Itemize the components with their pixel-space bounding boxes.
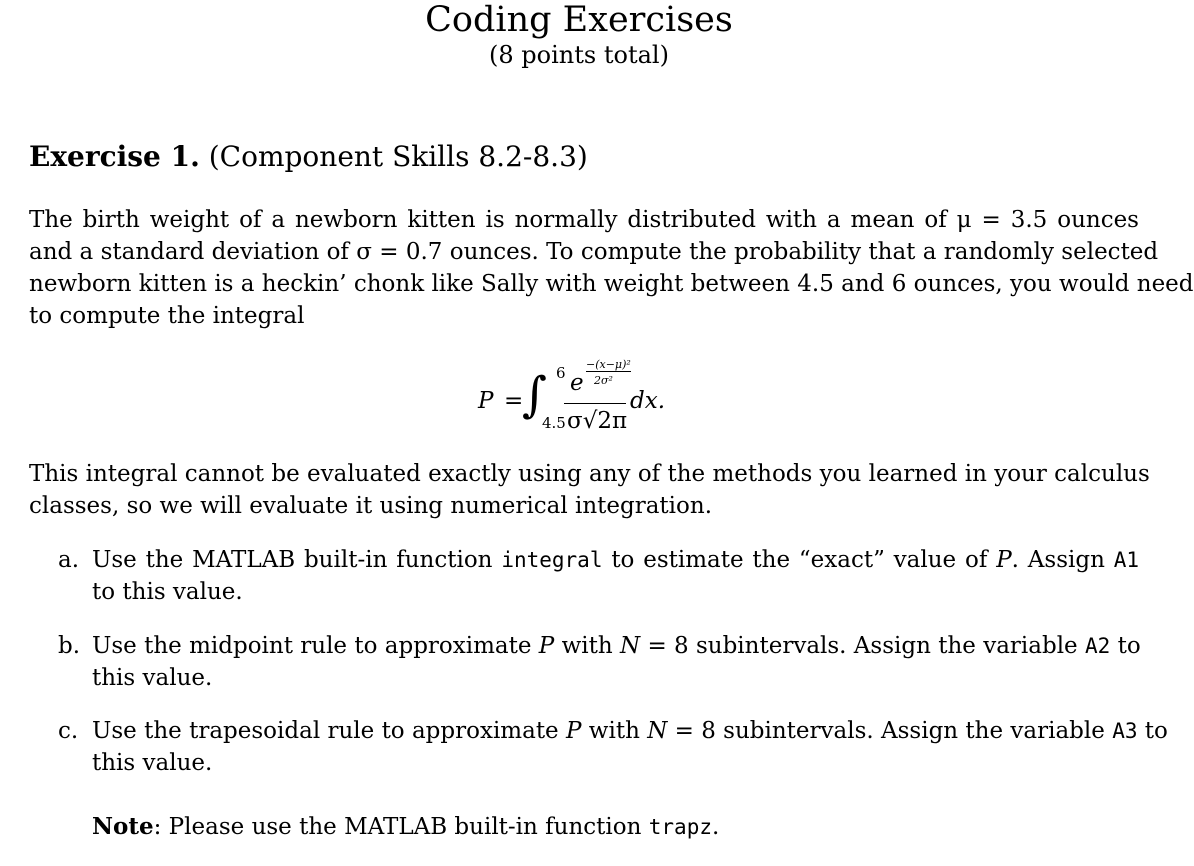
page-title: Coding Exercises — [425, 0, 733, 40]
formula-denominator: σ√2π — [567, 408, 628, 434]
note — [92, 811, 719, 843]
outro-line: This integral cannot be evaluated exactly using any of the methods you learned in your calculus — [29, 461, 1150, 487]
integral-formula — [476, 358, 716, 438]
note-label: Note — [92, 813, 154, 840]
item-text-part: to — [1144, 718, 1168, 744]
item-text-part: Use the MATLAB built-in function — [92, 547, 493, 573]
item-text-part: to — [1117, 633, 1141, 659]
intro-line: newborn kitten is a heckin’ chonk like Sally with weight between 4.5 and 6 ounces, you would need — [29, 271, 1194, 297]
item-marker: b. — [58, 633, 81, 659]
code-integral: integral — [501, 548, 603, 572]
item-text-part: Use the midpoint rule to approximate — [92, 633, 532, 659]
integral-sign: ∫ — [522, 367, 548, 423]
item-text-part: . Assign — [1011, 547, 1105, 573]
item-text-part: to estimate the “exact” value of — [611, 547, 988, 573]
intro-line: to compute the integral — [29, 303, 305, 329]
item-line: this value. — [92, 750, 213, 776]
note-text: : Please use the MATLAB built-in function — [153, 814, 642, 840]
formula-differential: dx. — [630, 388, 666, 414]
fraction-bar — [564, 403, 626, 404]
variable-p: P — [565, 718, 582, 744]
exponent-numerator: −(x−μ)² — [586, 358, 631, 371]
item-text-part: with — [561, 633, 613, 659]
code-a2: A2 — [1084, 634, 1111, 658]
item-marker: c. — [58, 718, 79, 744]
item-marker: a. — [58, 547, 80, 573]
lower-limit: 4.5 — [542, 414, 566, 432]
item-text-part: = 8 subintervals. Assign the variable — [674, 718, 1105, 744]
code-trapz: trapz — [648, 815, 712, 839]
note-end: . — [711, 814, 720, 840]
item-line: to this value. — [92, 579, 243, 605]
intro-line: and a standard deviation of σ = 0.7 ounces. To compute the probability that a randomly selected — [29, 239, 1159, 265]
exponent-denominator: 2σ² — [594, 374, 613, 387]
variable-p: P — [996, 547, 1012, 573]
exercise-label: Exercise 1. — [29, 140, 200, 173]
code-a1: A1 — [1113, 548, 1140, 572]
formula-equals: = — [504, 388, 524, 414]
upper-limit: 6 — [556, 364, 566, 382]
intro-line: The birth weight of a newborn kitten is normally distributed with a mean of μ = 3.5 ounces — [29, 207, 1139, 233]
item-line: this value. — [92, 665, 213, 691]
variable-n: N — [647, 718, 668, 744]
item-text-part: with — [588, 718, 640, 744]
outro-line: classes, so we will evaluate it using numerical integration. — [29, 493, 713, 519]
item-text-part: = 8 subintervals. Assign the variable — [647, 633, 1078, 659]
item-text — [92, 544, 1139, 608]
exercise-skills: (Component Skills 8.2-8.3) — [208, 140, 588, 173]
page-subtitle: (8 points total) — [489, 41, 669, 69]
formula-lhs: P — [478, 388, 494, 414]
exp-base: e — [570, 370, 584, 396]
exercise-heading — [29, 140, 588, 174]
item-text — [92, 715, 1168, 779]
variable-p: P — [538, 633, 555, 659]
variable-n: N — [620, 633, 641, 659]
item-text — [92, 630, 1139, 694]
intro-paragraph — [29, 204, 1194, 332]
item-text-part: Use the trapesoidal rule to approximate — [92, 718, 559, 744]
code-a3: A3 — [1112, 719, 1138, 743]
outro-paragraph — [29, 458, 1150, 522]
